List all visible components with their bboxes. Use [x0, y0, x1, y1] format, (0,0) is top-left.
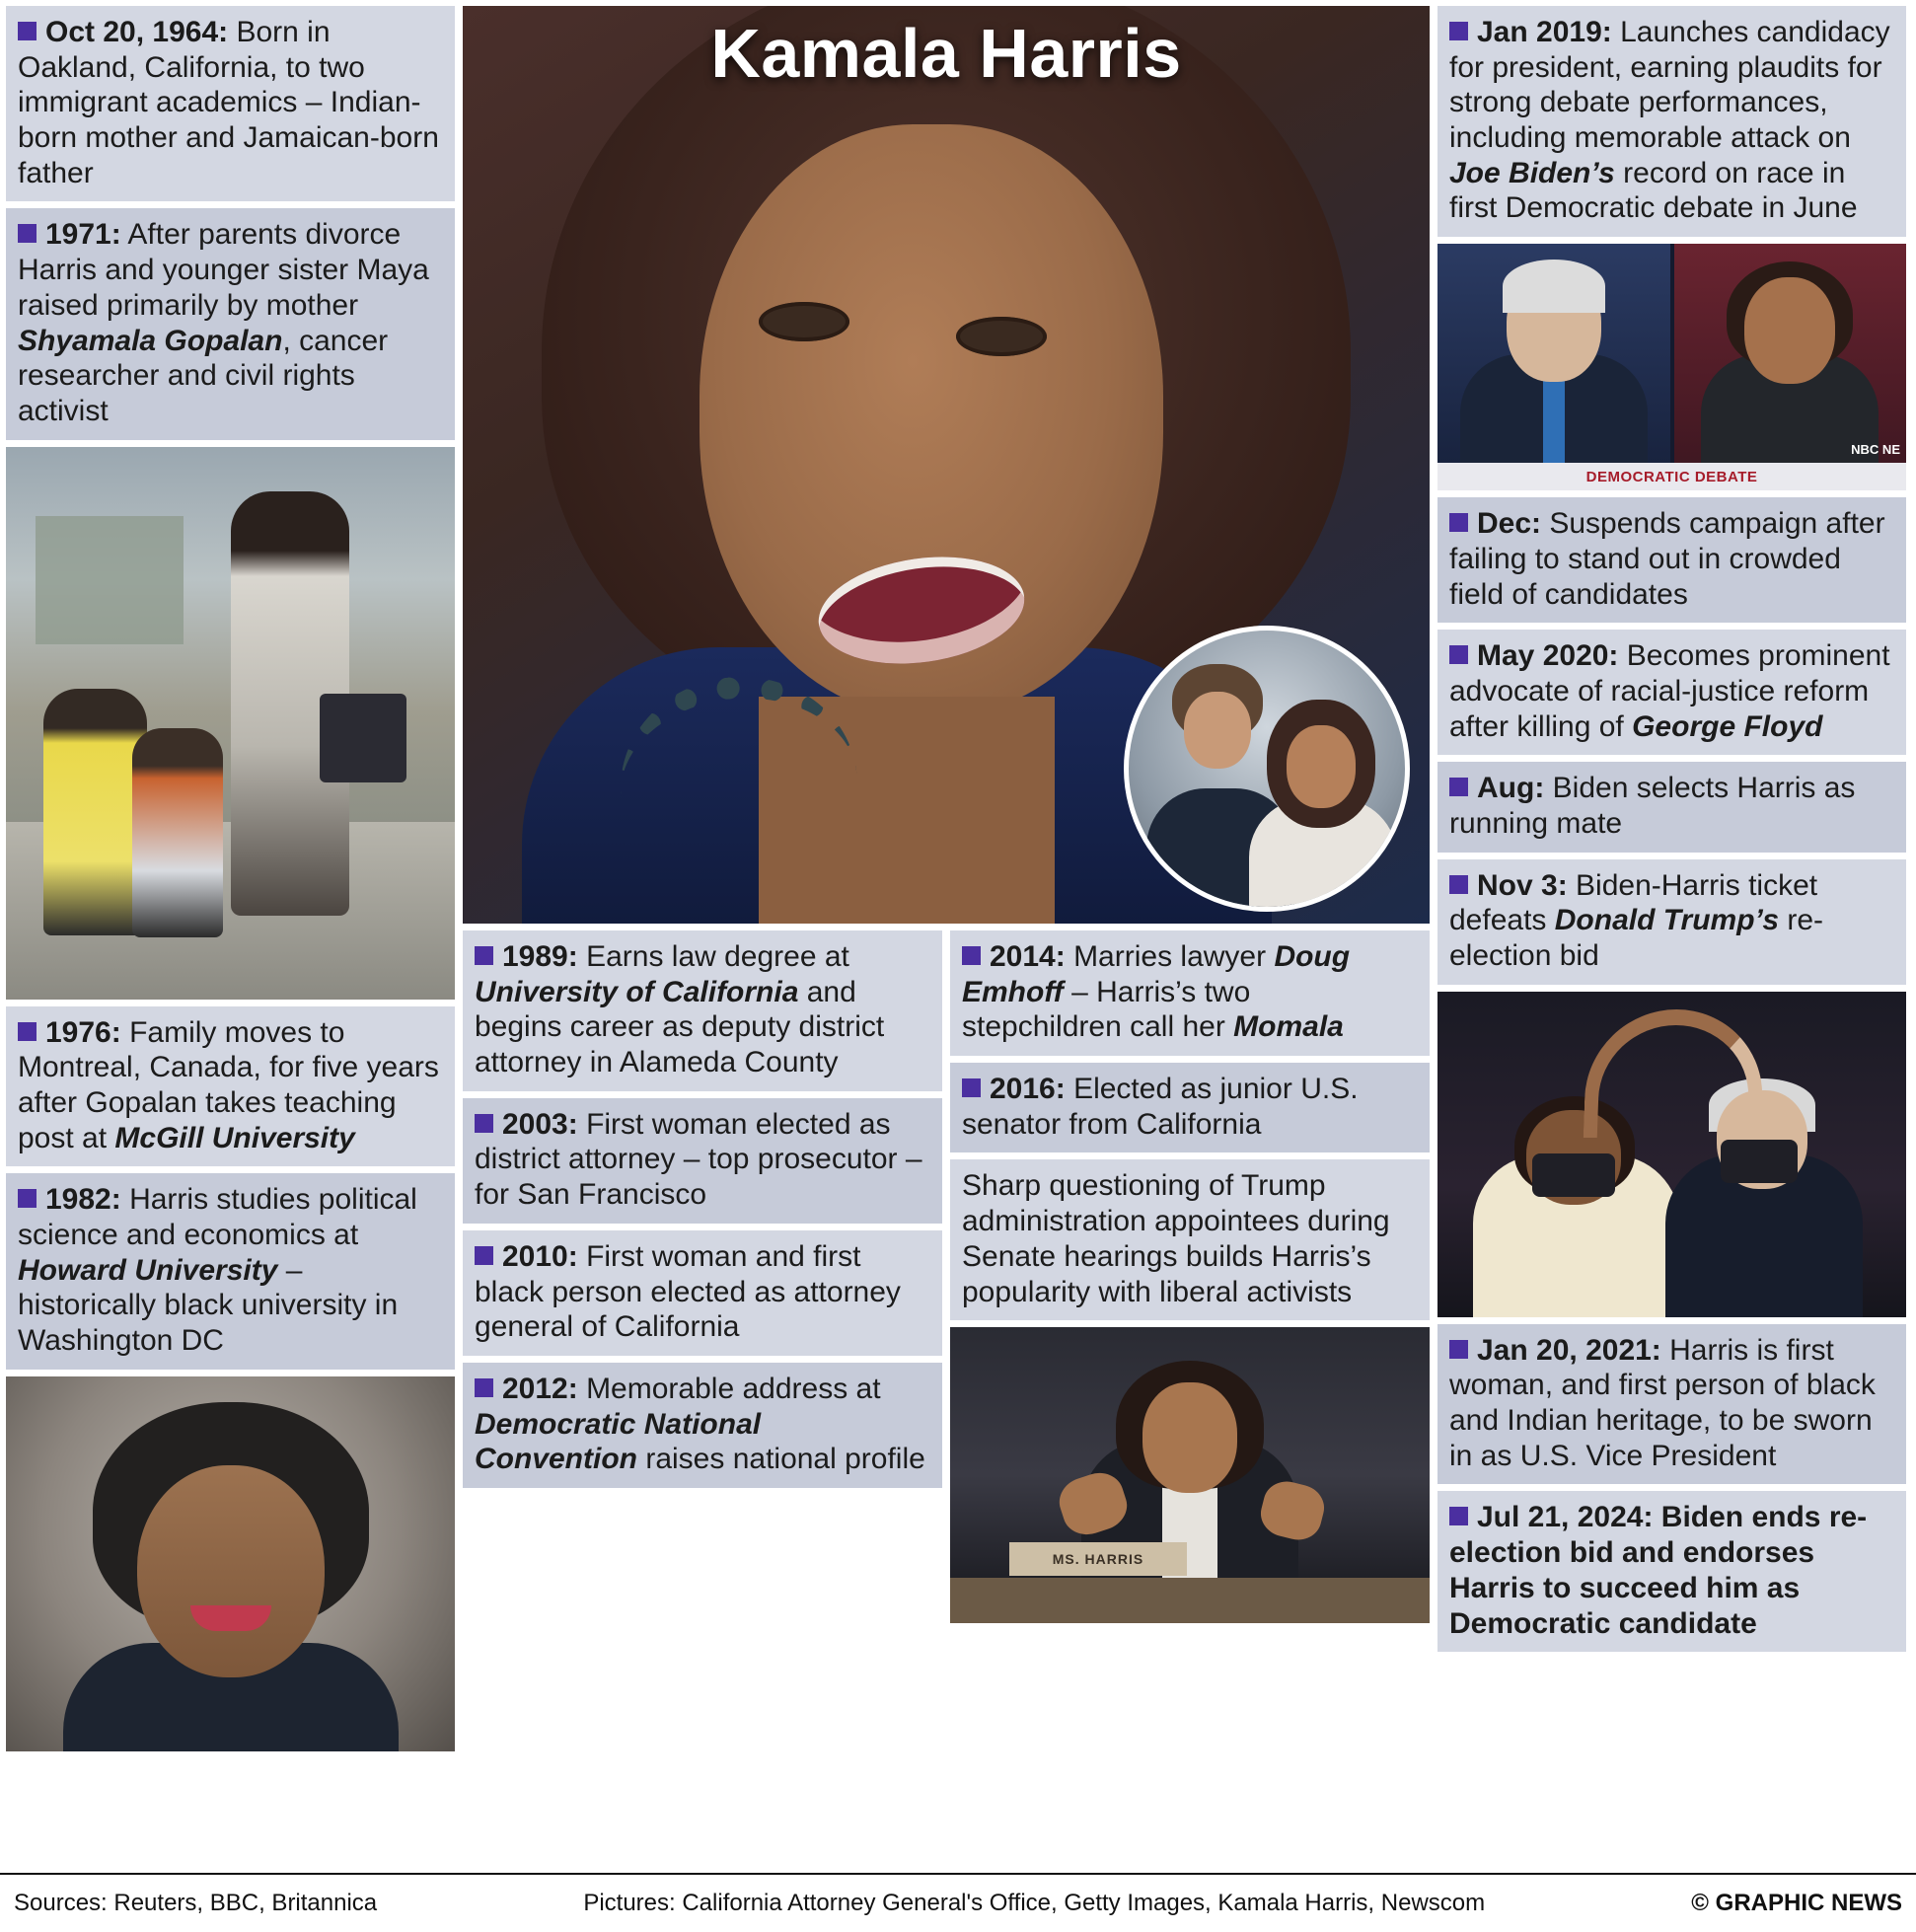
fact-da-2003: [463, 1098, 942, 1224]
photo-background-house: [36, 516, 184, 644]
footer-sources: Sources: Reuters, BBC, Britannica: [14, 1890, 378, 1916]
square-bullet-icon: [18, 1189, 37, 1208]
fact-text: Family moves to Montreal, Canada, for five years after Gopalan takes teaching post at McGill University: [18, 1015, 439, 1154]
square-bullet-icon: [1449, 1507, 1468, 1525]
fact-text: Harris is first woman, and first person of black and Indian heritage, to be sworn in as U.S. Vice President: [1449, 1333, 1876, 1472]
square-bullet-icon: [475, 1378, 493, 1397]
square-bullet-icon: [962, 946, 981, 965]
fact-montreal-1976: [6, 1006, 455, 1167]
fact-date: Aug:: [1477, 772, 1545, 805]
fact-dnc-2012: [463, 1363, 942, 1488]
fact-date: May 2020:: [1477, 639, 1619, 673]
fact-text: Becomes prominent advocate of racial-justice reform after killing of George Floyd: [1449, 639, 1890, 743]
fact-running-mate-aug: [1437, 762, 1906, 852]
photo-figure-eye-left: [759, 302, 849, 341]
photo-senate-hearing: [950, 1327, 1430, 1623]
fact-suspends-dec: [1437, 497, 1906, 623]
fact-date: 2010:: [502, 1239, 578, 1273]
fact-law-1989: [463, 930, 942, 1091]
photo-figure-biden-hair: [1503, 260, 1605, 313]
fact-date: Oct 20, 1964:: [45, 16, 229, 48]
photo-portrait-1980s: [6, 1376, 455, 1751]
fact-marries-2014: [950, 930, 1430, 1056]
photo-nameplate-text: MS. HARRIS: [1052, 1551, 1144, 1568]
middle-right-column: [950, 930, 1430, 1623]
fact-text: Earns law degree at University of California and begins career as deputy district attorney in Alameda County: [475, 940, 885, 1079]
fact-date: 1976:: [45, 1015, 121, 1049]
fact-divorce-1971: [6, 208, 455, 439]
fact-text: Launches candidacy for president, earning plaudits for strong debate performances, including memorable attack on Joe Biden’s record on race in first Democratic debate in June: [1449, 16, 1890, 225]
square-bullet-icon: [1449, 1340, 1468, 1359]
square-bullet-icon: [1449, 778, 1468, 796]
fact-text: Biden ends re-election bid and endorses Harris to succeed him as Democratic candidate: [1449, 1501, 1868, 1640]
footer-credit: © GRAPHIC NEWS: [1691, 1890, 1902, 1916]
fact-text: Suspends campaign after failing to stand out in crowded field of candidates: [1449, 507, 1885, 611]
square-bullet-icon: [475, 1246, 493, 1265]
photo-figure-husband-face: [1184, 692, 1251, 769]
fact-date: 2003:: [502, 1107, 578, 1141]
fact-text: Biden selects Harris as running mate: [1449, 772, 1856, 840]
middle-column: [463, 6, 1430, 1870]
fact-date: 2012:: [502, 1372, 578, 1405]
fact-endorsement-2024: [1437, 1491, 1906, 1652]
square-bullet-icon: [475, 946, 493, 965]
fact-date: Jan 20, 2021:: [1477, 1333, 1661, 1367]
photo-figure-eye-right: [956, 317, 1047, 356]
photo-hero-kamala-harris: [463, 6, 1430, 924]
square-bullet-icon: [962, 1078, 981, 1097]
photo-network-logo: NBC NE: [1851, 442, 1900, 458]
fact-racial-justice-2020: [1437, 630, 1906, 755]
left-column: [6, 6, 455, 1870]
photo-figure-face: [137, 1465, 325, 1677]
fact-text: Memorable address at Democratic National Convention raises national profile: [475, 1372, 925, 1476]
fact-text: First woman elected as district attorney – top prosecutor – for San Francisco: [475, 1107, 922, 1212]
photo-figure-biden-mask: [1721, 1140, 1798, 1183]
fact-date: Dec:: [1477, 507, 1542, 541]
fact-date: Jul 21, 2024:: [1477, 1501, 1654, 1534]
fact-text: Marries lawyer Doug Emhoff – Harris’s two stepchildren call her Momala: [962, 940, 1351, 1044]
photo-handbag: [320, 694, 406, 782]
fact-ag-2010: [463, 1230, 942, 1356]
photo-lower-third-banner: [1437, 463, 1906, 490]
photo-figure-harris-face: [1287, 725, 1356, 808]
footer-bar: [0, 1873, 1916, 1932]
photo-family-1971: [6, 447, 455, 1000]
fact-date: 2016:: [990, 1073, 1066, 1106]
square-bullet-icon: [18, 22, 37, 40]
fact-text: Harris studies political science and economics at Howard University – historically black university in Washington DC: [18, 1183, 417, 1358]
photo-nameplate: [1009, 1542, 1187, 1576]
square-bullet-icon: [18, 224, 37, 243]
photo-desk: [950, 1578, 1430, 1623]
photo-raised-arms: [1584, 1009, 1766, 1138]
photo-debate-right-panel: [1674, 244, 1907, 490]
photo-couple-inset: [1124, 626, 1410, 912]
fact-date: Jan 2019:: [1477, 16, 1612, 48]
fact-senator-2016: [950, 1063, 1430, 1152]
fact-date: 1982:: [45, 1183, 121, 1217]
photo-banner-text: DEMOCRATIC DEBATE: [1585, 468, 1758, 485]
fact-text: First woman and first black person elected as attorney general of California: [475, 1239, 901, 1344]
middle-text-columns: [463, 930, 1430, 1623]
fact-date: Nov 3:: [1477, 868, 1568, 902]
photo-figure-smile: [190, 1605, 271, 1631]
fact-date: 1971:: [45, 218, 121, 252]
right-column: [1437, 6, 1906, 1870]
fact-text: Born in Oakland, California, to two immigrant academics – Indian-born mother and Jamaican-born father: [18, 16, 439, 189]
square-bullet-icon: [1449, 22, 1468, 40]
square-bullet-icon: [18, 1022, 37, 1041]
fact-text: After parents divorce Harris and younger sister Maya raised primarily by mother Shyamala Gopalan, cancer researcher and civil rights activist: [18, 218, 429, 427]
fact-text: Sharp questioning of Trump administration appointees during Senate hearings builds Harris’s popularity with liberal activists: [962, 1169, 1390, 1308]
right-column-spacer: [1437, 1659, 1906, 1870]
photo-figure-face: [1142, 1382, 1237, 1493]
middle-left-column: [463, 930, 942, 1488]
photo-figure-child-2: [132, 728, 223, 937]
footer-pictures: Pictures: California Attorney General's Office, Getty Images, Kamala Harris, Newscom: [583, 1890, 1486, 1916]
page-title: Kamala Harris: [710, 15, 1182, 92]
photo-figure-biden-tie: [1543, 378, 1565, 463]
photo-debate-left-panel: [1437, 244, 1670, 490]
left-column-spacer: [6, 1758, 455, 1870]
fact-text: Elected as junior U.S. senator from California: [962, 1073, 1359, 1141]
square-bullet-icon: [475, 1114, 493, 1133]
photo-figure-harris-mask: [1532, 1153, 1615, 1197]
fact-election-nov3: [1437, 859, 1906, 985]
fact-date: 2014:: [990, 940, 1066, 973]
fact-date: 1989:: [502, 940, 578, 973]
square-bullet-icon: [1449, 645, 1468, 664]
photo-figure-harris-face: [1744, 277, 1835, 384]
fact-howard-1982: [6, 1173, 455, 1369]
fact-hearings: [950, 1159, 1430, 1320]
fact-sworn-in-2021: [1437, 1324, 1906, 1485]
fact-born: [6, 6, 455, 201]
fact-candidacy-2019: [1437, 6, 1906, 237]
photo-election-victory: [1437, 992, 1906, 1317]
square-bullet-icon: [1449, 875, 1468, 894]
photo-democratic-debate: [1437, 244, 1906, 490]
square-bullet-icon: [1449, 513, 1468, 532]
fact-text: Biden-Harris ticket defeats Donald Trump’s re-election bid: [1449, 868, 1824, 972]
